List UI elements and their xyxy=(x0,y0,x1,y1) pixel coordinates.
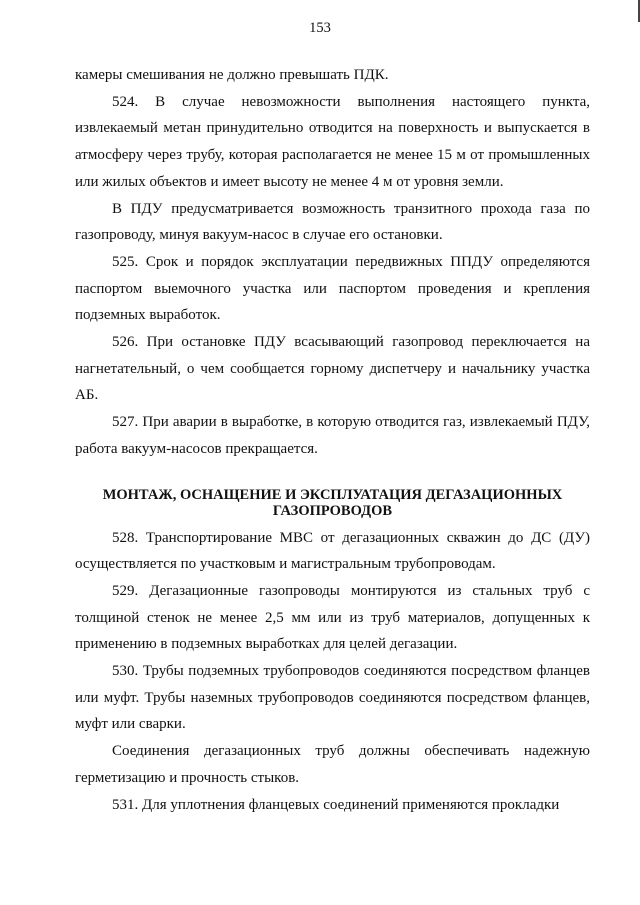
paragraph-continuation: камеры смешивания не должно превышать ПДК. xyxy=(75,67,389,83)
paragraph-527: 527. При аварии в выработке, в которую отводится газ, извлекаемый ПДУ, работа вакуум-насосов прекращается. xyxy=(75,414,590,457)
paragraph-pdu-transit: В ПДУ предусматривается возможность транзитного прохода газа по газопроводу, минуя вакуум-насос в случае его остановки. xyxy=(75,200,590,244)
paragraph-528: 528. Транспортирование МВС от дегазационных скважин до ДС (ДУ) осуществляется по участковым и магистральным трубопроводам. xyxy=(75,529,590,573)
paragraph-joints: Соединения дегазационных труб должны обеспечивать надежную герметизацию и прочность стыков. xyxy=(75,743,590,786)
paragraph-524: 524. В случае невозможности выполнения настоящего пункта, извлекаемый метан принудительно отводится на поверхность и выпускается в атмосферу через трубу, которая располагается не менее 15 м от промышленных или жилых объектов и имеет высоту не менее 4 м от уровня земли. xyxy=(75,93,590,190)
section-heading-line-2: ГАЗОПРОВОДОВ xyxy=(272,502,393,519)
body-text xyxy=(75,62,590,818)
paragraph-526: 526. При остановке ПДУ всасывающий газопровод переключается на нагнетательный, о чем сообщается горному диспетчеру и начальнику участка АБ. xyxy=(75,334,590,404)
paragraph-531: 531. Для уплотнения фланцевых соединений применяются прокладки xyxy=(112,796,560,813)
paragraph-529: 529. Дегазационные газопроводы монтируются из стальных труб с толщиной стенок не менее 2,5 мм или из труб материалов, допущенных к применению в подземных выработках для целей дегазации. xyxy=(75,582,590,653)
section-heading-line-1: МОНТАЖ, ОСНАЩЕНИЕ И ЭКСПЛУАТАЦИЯ ДЕГАЗАЦИОННЫХ xyxy=(102,486,563,503)
page-number: 153 xyxy=(309,20,331,36)
paragraph-530: 530. Трубы подземных трубопроводов соединяются посредством фланцев или муфт. Трубы наземных трубопроводов соединяются посредством фланцев, муфт или сварки. xyxy=(75,663,590,733)
paragraph-525: 525. Срок и порядок эксплуатации передвижных ППДУ определяются паспортом выемочного участка или паспортом проведения и крепления подземных выработок. xyxy=(75,253,590,324)
section-heading xyxy=(75,487,590,519)
